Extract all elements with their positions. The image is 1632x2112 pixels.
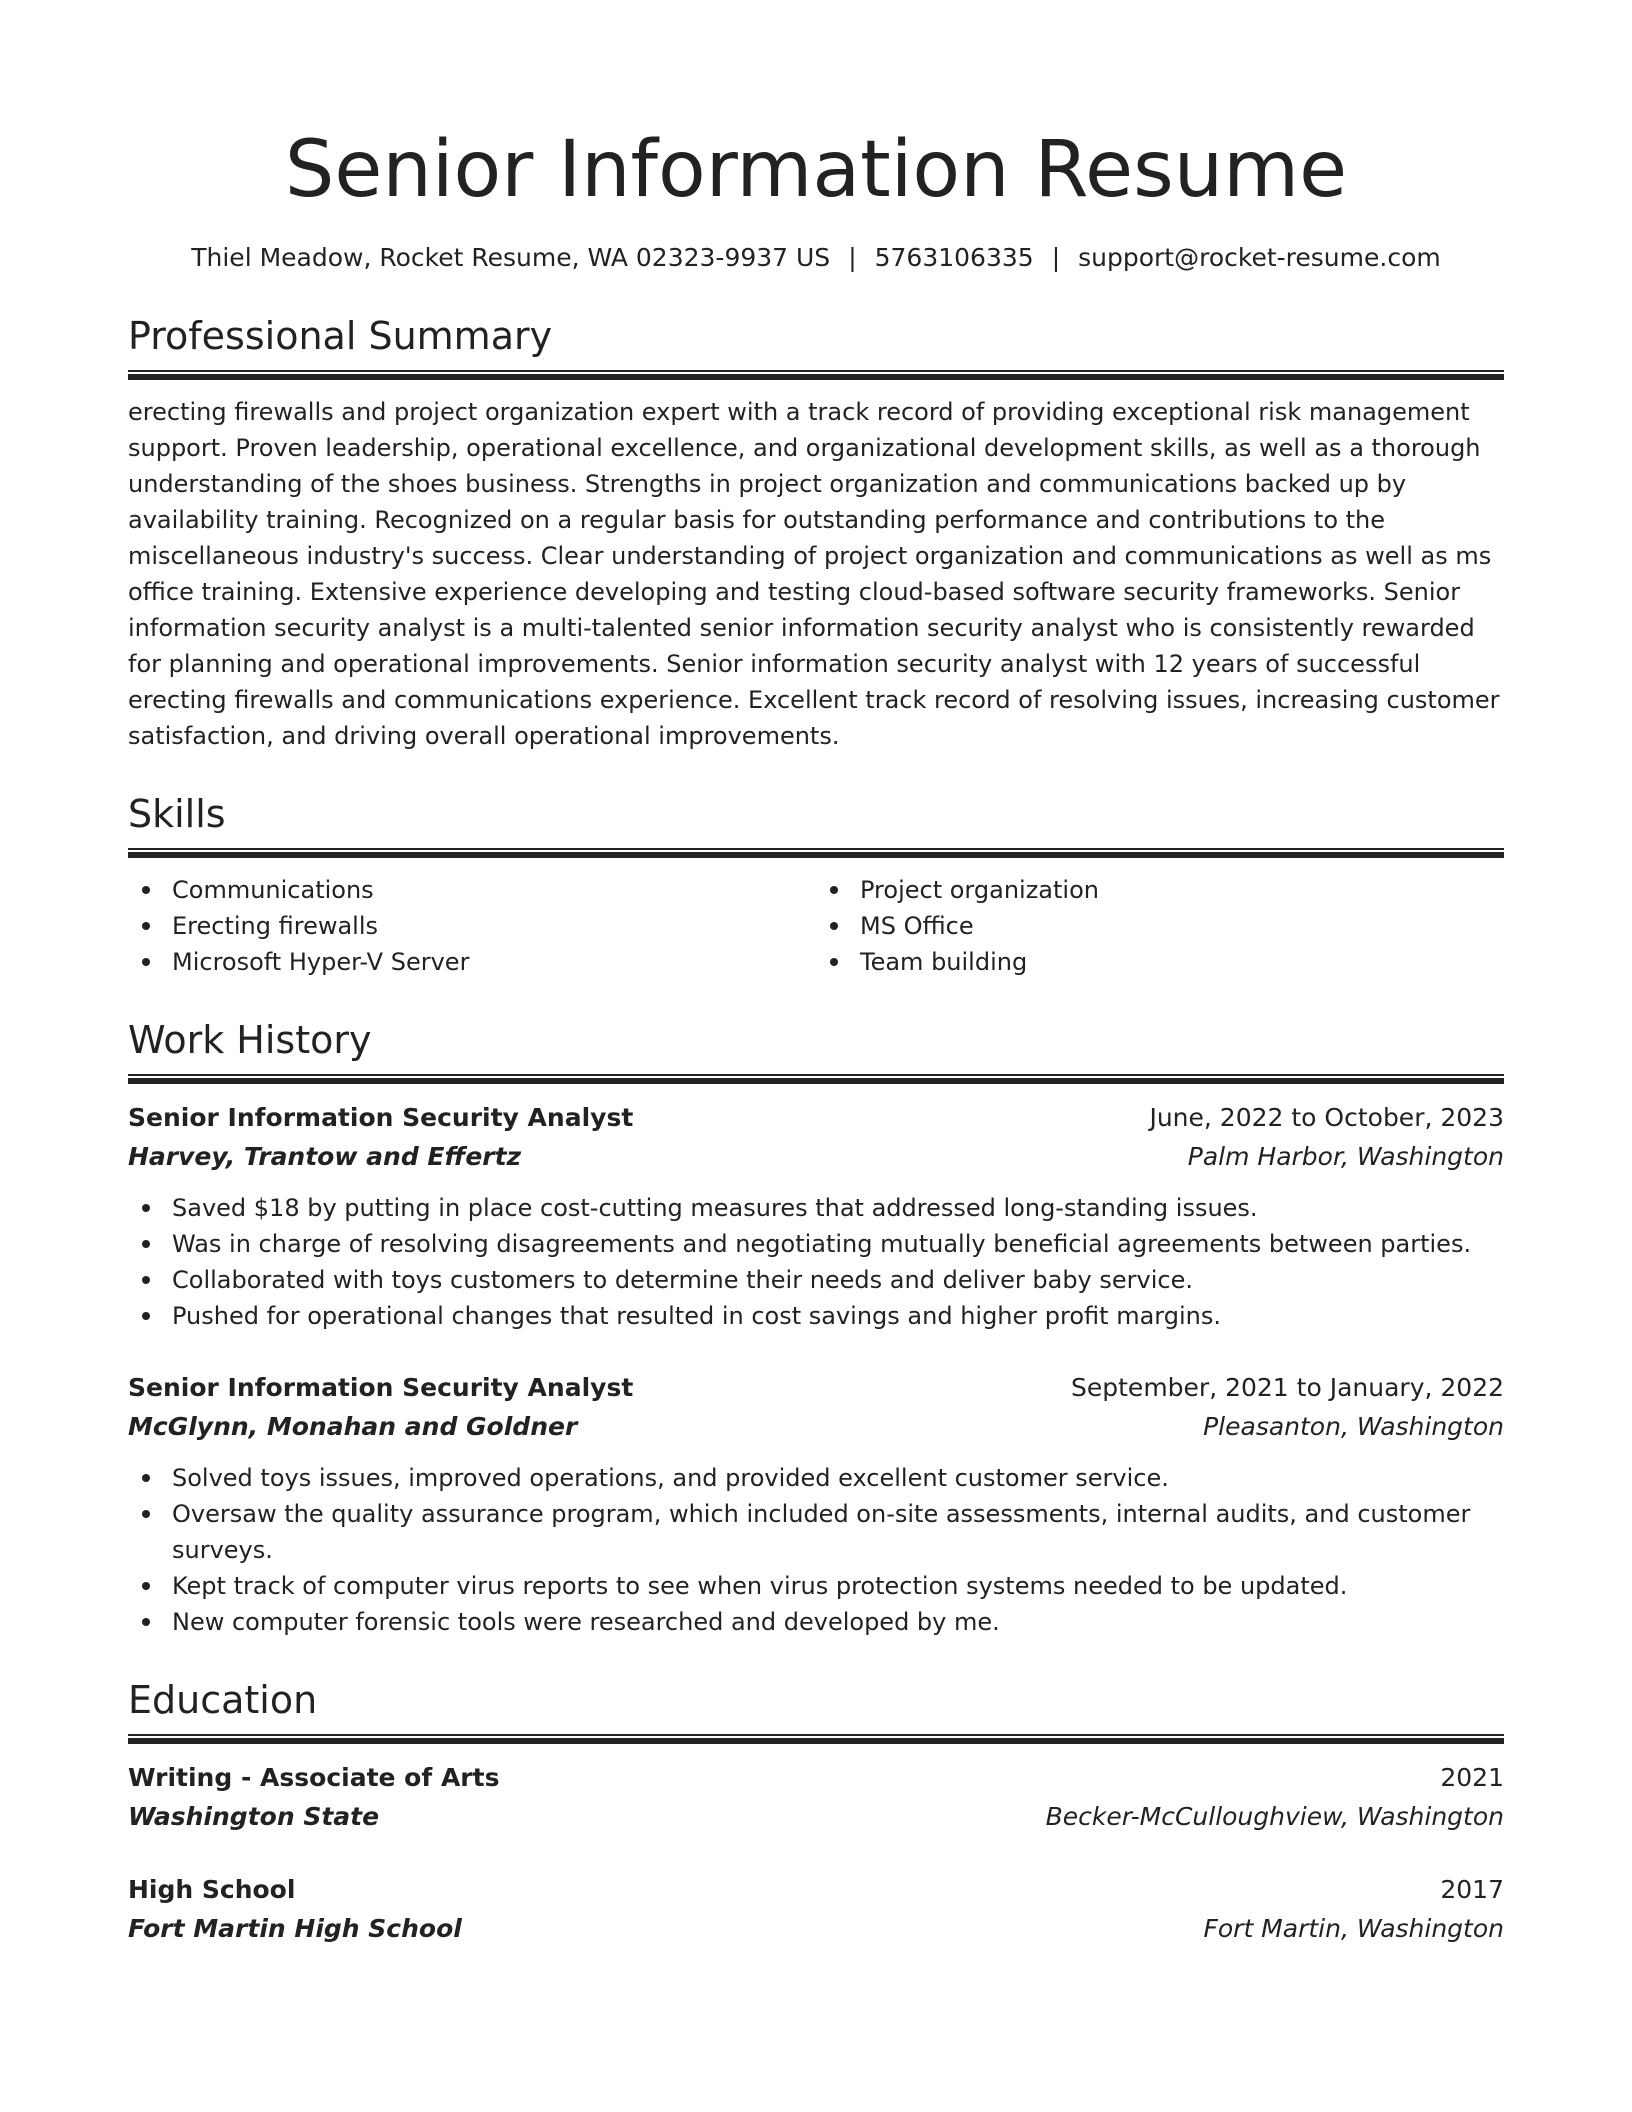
education-entry — [128, 1758, 1504, 1836]
job-bullet: Pushed for operational changes that resulted in cost savings and higher profit margins. — [128, 1298, 1504, 1334]
education-school: Fort Martin High School — [128, 1914, 462, 1943]
education-degree: High School — [128, 1875, 296, 1904]
summary-text: erecting firewalls and project organization expert with a track record of providing exceptional risk management support. Proven leadership, operational excellence, and organizational development skills, as well as a thorough understanding of the shoes business. Strengths in project organization and communications backed up by availability training. Recognized on a regular basis for outstanding performance and contributions to the miscellaneous industry's success. Clear understanding of project organization and communications as well as ms office training. Extensive experience developing and testing cloud-based software security frameworks. Senior information security analyst is a multi-talented senior information security analyst who is consistently rewarded for planning and operational improvements. Senior information security analyst with 12 years of successful erecting firewalls and communications experience. Excellent track record of resolving issues, increasing customer satisfaction, and driving overall operational improvements. — [128, 398, 1500, 750]
job-bullet: New computer forensic tools were researched and developed by me. — [128, 1604, 1504, 1640]
section-title-summary: Professional Summary — [128, 314, 553, 358]
job-bullet: Oversaw the quality assurance program, which included on-site assessments, internal audits, and customer surveys. — [128, 1496, 1504, 1568]
section-divider — [128, 1734, 1504, 1744]
education-school-row — [128, 1798, 1504, 1836]
job-entry — [128, 1098, 1504, 1334]
job-role: Senior Information Security Analyst — [128, 1103, 634, 1132]
contact-email: support@rocket-resume.com — [1078, 243, 1441, 272]
contact-address: Thiel Meadow, Rocket Resume, WA 02323-9937 US — [191, 243, 831, 272]
education-header-row — [128, 1870, 1504, 1910]
skill-item: Erecting firewalls — [128, 908, 816, 944]
skill-item: Microsoft Hyper-V Server — [128, 944, 816, 980]
education-location: Becker-McCulloughview, Washington — [1045, 1802, 1504, 1831]
education-section — [128, 1676, 1504, 1948]
section-divider — [128, 848, 1504, 858]
summary-section — [128, 312, 1504, 754]
contact-phone: 5763106335 — [874, 243, 1034, 272]
job-bullet: Collaborated with toys customers to determine their needs and deliver baby service. — [128, 1262, 1504, 1298]
job-header-row — [128, 1098, 1504, 1138]
job-dates: June, 2022 to October, 2023 — [1149, 1103, 1504, 1132]
job-bullets — [128, 1460, 1504, 1640]
section-title-work: Work History — [128, 1018, 372, 1062]
skill-item: MS Office — [816, 908, 1504, 944]
contact-line — [128, 240, 1504, 276]
skills-list-right — [816, 872, 1504, 980]
job-header-row — [128, 1368, 1504, 1408]
job-dates: September, 2021 to January, 2022 — [1071, 1373, 1504, 1402]
work-history-section — [128, 1016, 1504, 1640]
job-employer-row — [128, 1138, 1504, 1176]
job-location: Pleasanton, Washington — [1203, 1412, 1504, 1441]
resume-title: Senior Information Resume — [284, 125, 1348, 215]
job-bullets — [128, 1190, 1504, 1334]
education-school: Washington State — [128, 1802, 380, 1831]
section-divider — [128, 1074, 1504, 1084]
job-employer: McGlynn, Monahan and Goldner — [128, 1412, 578, 1441]
job-entry — [128, 1368, 1504, 1640]
education-school-row — [128, 1910, 1504, 1948]
job-role: Senior Information Security Analyst — [128, 1373, 634, 1402]
skills-section — [128, 790, 1504, 980]
education-year: 2021 — [1440, 1763, 1504, 1792]
education-year: 2017 — [1440, 1875, 1504, 1904]
job-bullet: Solved toys issues, improved operations, and provided excellent customer service. — [128, 1460, 1504, 1496]
job-employer: Harvey, Trantow and Effertz — [128, 1142, 522, 1171]
section-title-education: Education — [128, 1678, 318, 1722]
contact-separator: | — [1051, 243, 1061, 272]
skill-item: Team building — [816, 944, 1504, 980]
education-degree: Writing - Associate of Arts — [128, 1763, 500, 1792]
skill-item: Communications — [128, 872, 816, 908]
job-bullet: Kept track of computer virus reports to see when virus protection systems needed to be updated. — [128, 1568, 1504, 1604]
contact-separator: | — [848, 243, 857, 272]
skills-columns — [128, 872, 1504, 980]
job-bullet: Was in charge of resolving disagreements and negotiating mutually beneficial agreements between parties. — [128, 1226, 1504, 1262]
job-bullet: Saved $18 by putting in place cost-cutting measures that addressed long-standing issues. — [128, 1190, 1504, 1226]
skill-item: Project organization — [816, 872, 1504, 908]
job-employer-row — [128, 1408, 1504, 1446]
section-title-skills: Skills — [128, 792, 226, 836]
education-header-row — [128, 1758, 1504, 1798]
skills-list-left — [128, 872, 816, 980]
education-location: Fort Martin, Washington — [1203, 1914, 1504, 1943]
education-entry — [128, 1870, 1504, 1948]
job-location: Palm Harbor, Washington — [1187, 1142, 1504, 1171]
section-divider — [128, 370, 1504, 380]
